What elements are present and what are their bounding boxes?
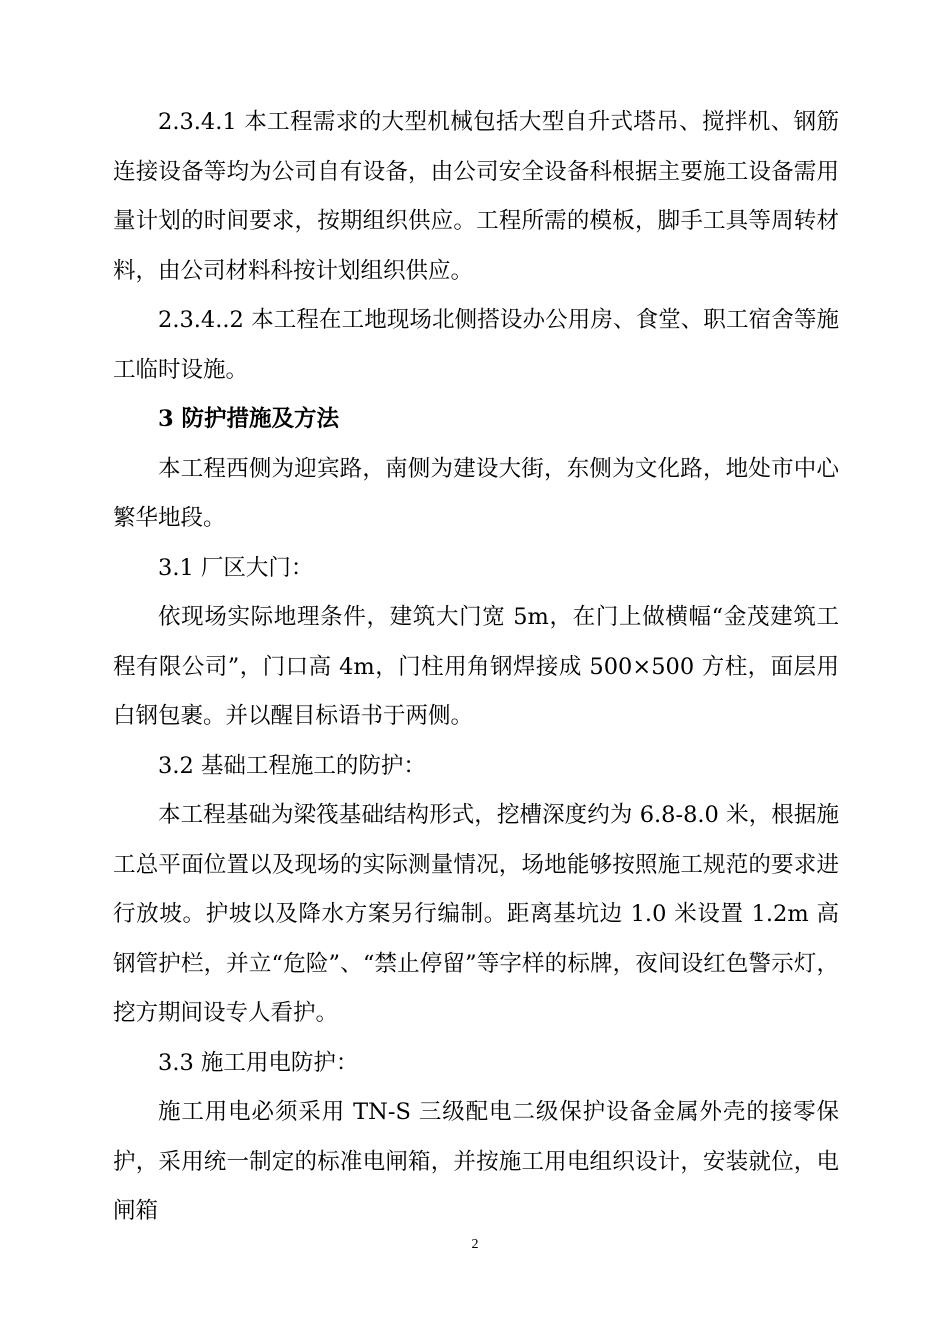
subheading-3-3: 3.3 施工用电防护：: [158, 1049, 359, 1076]
subheading-3-2: 3.2 基础工程施工的防护：: [158, 752, 426, 779]
paragraph-2-3-4-1: 2.3.4.1 本工程需求的大型机械包括大型自升式塔吊、搅拌机、钢筋连接设备等均为公司自有设备，由公司安全设备科根据主要施工设备需用量计划的时间要求，按期组织供应。工程所需的模板，脚手工具等周转材料，由公司材料科按计划组织供应。: [113, 109, 839, 284]
page-number: 2: [471, 1237, 479, 1252]
section-heading-3: 3 防护措施及方法: [158, 406, 339, 432]
paragraph-electricity: 施工用电必须采用 TN-S 三级配电二级保护设备金属外壳的接零保护，采用统一制定的标准电闸箱，并按施工用电组织设计，安装就位，电闸箱: [113, 1099, 839, 1224]
paragraph-site-location: 本工程西侧为迎宾路，南侧为建设大街，东侧为文化路，地处市中心繁华地段。: [113, 455, 839, 531]
subheading-3-1: 3.1 厂区大门：: [158, 554, 314, 581]
paragraph-2-3-4-2: 2.3.4..2 本工程在工地现场北侧搭设办公用房、食堂、职工宿舍等施工临时设施。: [113, 307, 839, 383]
paragraph-gate: 依现场实际地理条件，建筑大门宽 5m，在门上做横幅“金茂建筑工程有限公司”，门口高 4m，门柱用角钢焊接成 500×500 方柱，面层用白钢包裹。并以醒目标语书于两侧。: [113, 604, 839, 729]
paragraph-foundation: 本工程基础为梁筏基础结构形式，挖槽深度约为 6.8-8.0 米，根据施工总平面位置以及现场的实际测量情况，场地能够按照施工规范的要求进行放坡。护坡以及降水方案另行编制。距离基坑边 1.0 米设置 1.2m 高钢管护栏，并立“危险”、“禁止停留”等字样的标牌，夜间设红色警示灯，挖方期间设专人看护。: [113, 802, 839, 1026]
document-body: [113, 98, 839, 1237]
